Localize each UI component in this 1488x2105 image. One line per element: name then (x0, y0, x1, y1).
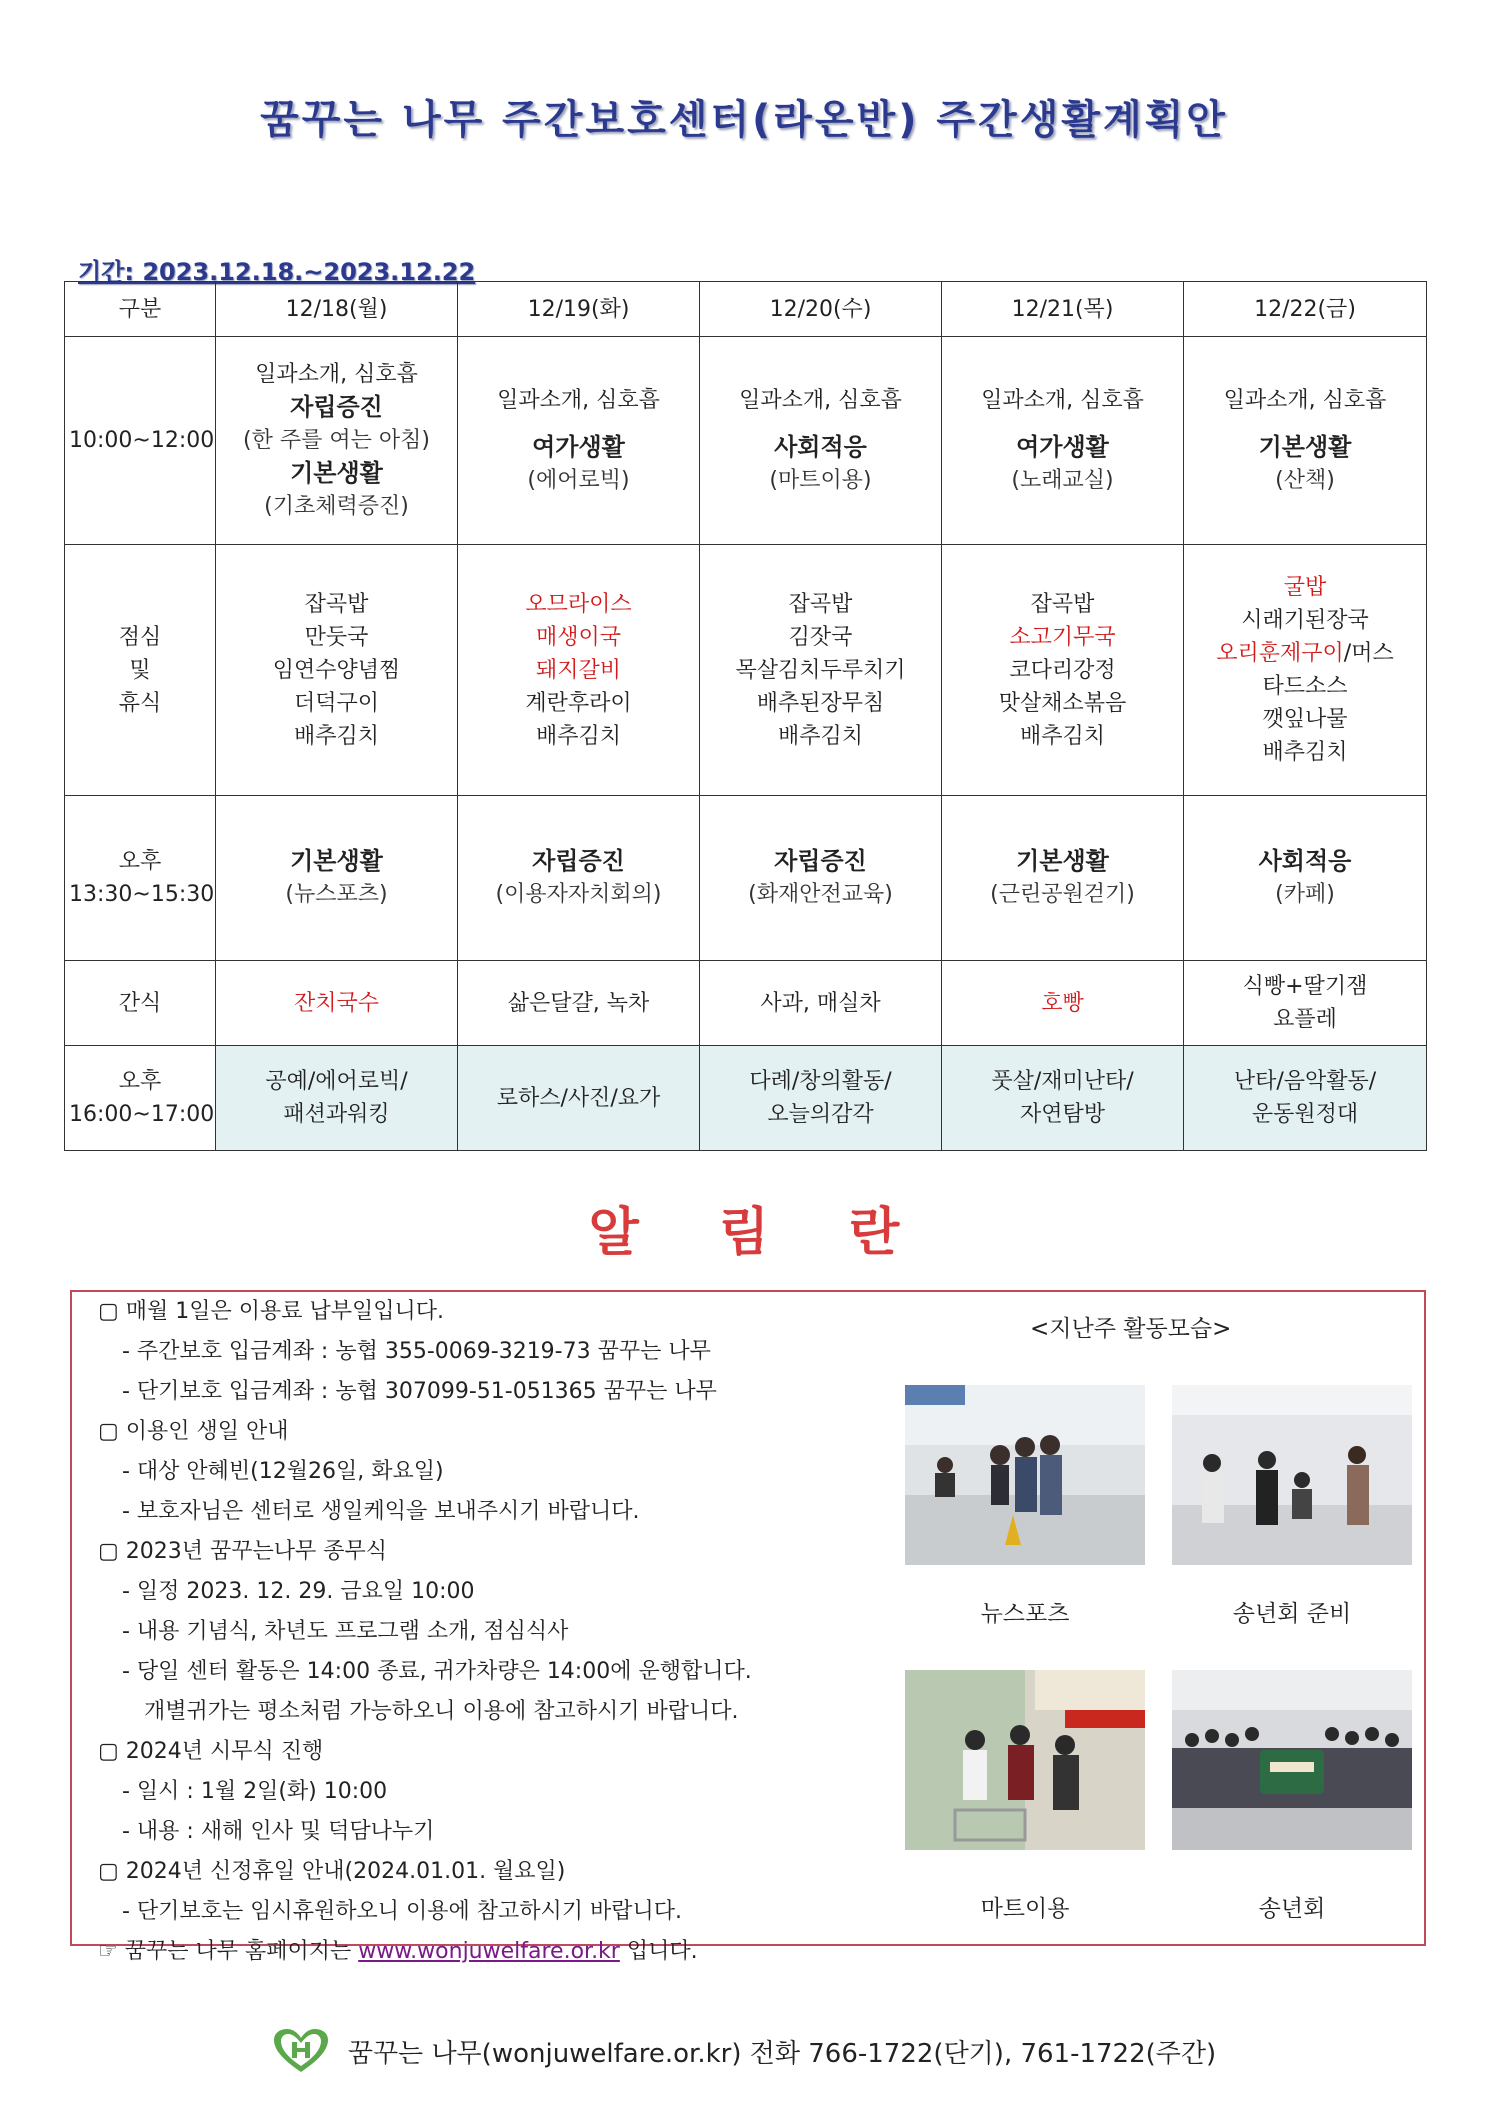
notice-item: ▢ 2023년 꿈꾸는나무 종무식 (98, 1539, 388, 1564)
notice-item: - 대상 안혜빈(12월26일, 화요일) (122, 1459, 444, 1484)
late-mon: 공예/에어로빅/ 패션과워킹 (216, 1046, 458, 1151)
header-cell: 12/19(화) (458, 282, 700, 337)
snack-mon: 잔치국수 (216, 961, 458, 1046)
lunch-wed: 잡곡밥 김잣국 목살김치두루치기 배추된장무침 배추김치 (700, 545, 942, 796)
afternoon-mon: 기본생활 (뉴스포츠) (216, 796, 458, 961)
lunch-tue: 오므라이스 매생이국 돼지갈비 계란후라이 배추김치 (458, 545, 700, 796)
notice-item: - 단기보호 입금계좌 : 농협 307099-51-051365 꿈꾸는 나무 (122, 1379, 717, 1404)
morning-wed: 일과소개, 심호흡 사회적응 (마트이용) (700, 337, 942, 545)
lunch-fri: 굴밥 시래기된장국 오리훈제구이/머스 타드소스 깻잎나물 배추김치 (1184, 545, 1427, 796)
row-label: 오후 16:00~17:00 (65, 1046, 216, 1151)
header-cell: 구분 (65, 282, 216, 337)
morning-row (65, 337, 1427, 545)
footer (0, 2028, 1488, 2081)
homepage-link[interactable]: www.wonjuwelfare.or.kr (358, 1939, 620, 1964)
photo-yearend-prep (1172, 1385, 1412, 1565)
photo-yearend-party (1172, 1670, 1412, 1850)
notice-list (98, 1292, 838, 1972)
late-fri: 난타/음악활동/ 운동원정대 (1184, 1046, 1427, 1151)
afternoon-row (65, 796, 1427, 961)
late-wed: 다례/창의활동/ 오늘의감각 (700, 1046, 942, 1151)
morning-mon: 일과소개, 심호흡 자립증진 (한 주를 여는 아침) 기본생활 (기초체력증진) (216, 337, 458, 545)
notice-item: - 당일 센터 활동은 14:00 종료, 귀가차량은 14:00에 운행합니다. (122, 1659, 752, 1684)
photo-mart (905, 1670, 1145, 1850)
header-cell: 12/18(월) (216, 282, 458, 337)
photos-caption: <지난주 활동모습> (1030, 1316, 1232, 1342)
morning-fri: 일과소개, 심호흡 기본생활 (산책) (1184, 337, 1427, 545)
afternoon-thu: 기본생활 (근린공원걷기) (942, 796, 1184, 961)
morning-tue: 일과소개, 심호흡 여가생활 (에어로빅) (458, 337, 700, 545)
heart-logo-icon (272, 2028, 330, 2081)
notice-item: - 주간보호 입금계좌 : 농협 355-0069-3219-73 꿈꾸는 나무 (122, 1339, 711, 1364)
notice-heading: 알림란 (588, 1203, 980, 1263)
snack-fri: 식빵+딸기잼 요플레 (1184, 961, 1427, 1046)
header-cell: 12/20(수) (700, 282, 942, 337)
notice-item: - 단기보호는 임시휴원하오니 이용에 참고하시기 바랍니다. (122, 1899, 682, 1924)
notice-item: - 보호자님은 센터로 생일케익을 보내주시기 바랍니다. (122, 1499, 640, 1524)
afternoon-fri: 사회적응 (카페) (1184, 796, 1427, 961)
notice-item: ▢ 2024년 신정휴일 안내(2024.01.01. 월요일) (98, 1859, 566, 1884)
snack-thu: 호빵 (942, 961, 1184, 1046)
header-cell: 12/22(금) (1184, 282, 1427, 337)
homepage-notice: ☞ 꿈꾸는 나무 홈페이지는 www.wonjuwelfare.or.kr 입니다. (98, 1939, 698, 1964)
notice-item: - 내용 : 새해 인사 및 덕담나누기 (122, 1819, 435, 1844)
late-afternoon-row (65, 1046, 1427, 1151)
notice-item: 개별귀가는 평소처럼 가능하오니 이용에 참고하시기 바랍니다. (144, 1699, 739, 1724)
snack-tue: 삶은달걀, 녹차 (458, 961, 700, 1046)
afternoon-tue: 자립증진 (이용자자치회의) (458, 796, 700, 961)
snack-wed: 사과, 매실차 (700, 961, 942, 1046)
photo-news-sports (905, 1385, 1145, 1565)
row-label: 오후 13:30~15:30 (65, 796, 216, 961)
notice-item: ▢ 매월 1일은 이용료 납부일입니다. (98, 1299, 445, 1324)
period-label: 기간: 2023.12.18.~2023.12.22 (78, 258, 476, 286)
afternoon-wed: 자립증진 (화재안전교육) (700, 796, 942, 961)
notice-item: - 일정 2023. 12. 29. 금요일 10:00 (122, 1579, 475, 1604)
morning-thu: 일과소개, 심호흡 여가생활 (노래교실) (942, 337, 1184, 545)
notice-item: ▢ 2024년 시무식 진행 (98, 1739, 324, 1764)
photo-caption: 송년회 (1258, 1896, 1326, 1922)
row-label: 점심 및 휴식 (65, 545, 216, 796)
late-tue: 로하스/사진/요가 (458, 1046, 700, 1151)
weekly-schedule-table (64, 281, 1427, 1151)
lunch-row (65, 545, 1427, 796)
header-cell: 12/21(목) (942, 282, 1184, 337)
photo-caption: 송년회 준비 (1232, 1601, 1352, 1627)
photo-caption: 뉴스포츠 (980, 1601, 1070, 1627)
row-label: 10:00~12:00 (65, 337, 216, 545)
notice-item: - 일시 : 1월 2일(화) 10:00 (122, 1779, 388, 1804)
lunch-thu: 잡곡밥 소고기무국 코다리강정 맛살채소볶음 배추김치 (942, 545, 1184, 796)
row-label: 간식 (65, 961, 216, 1046)
page-title: 꿈꾸는 나무 주간보호센터(라온반) 주간생활계획안 (260, 97, 1228, 143)
late-thu: 풋살/재미난타/ 자연탐방 (942, 1046, 1184, 1151)
lunch-mon: 잡곡밥 만둣국 임연수양념찜 더덕구이 배추김치 (216, 545, 458, 796)
footer-text: 꿈꾸는 나무(wonjuwelfare.or.kr) 전화 766-1722(단기), 761-1722(주간) (347, 2039, 1217, 2069)
snack-row (65, 961, 1427, 1046)
notice-item: ▢ 이용인 생일 안내 (98, 1419, 289, 1444)
table-header-row (65, 282, 1427, 337)
notice-item: - 내용 기념식, 차년도 프로그램 소개, 점심식사 (122, 1619, 569, 1644)
photo-caption: 마트이용 (980, 1896, 1070, 1922)
